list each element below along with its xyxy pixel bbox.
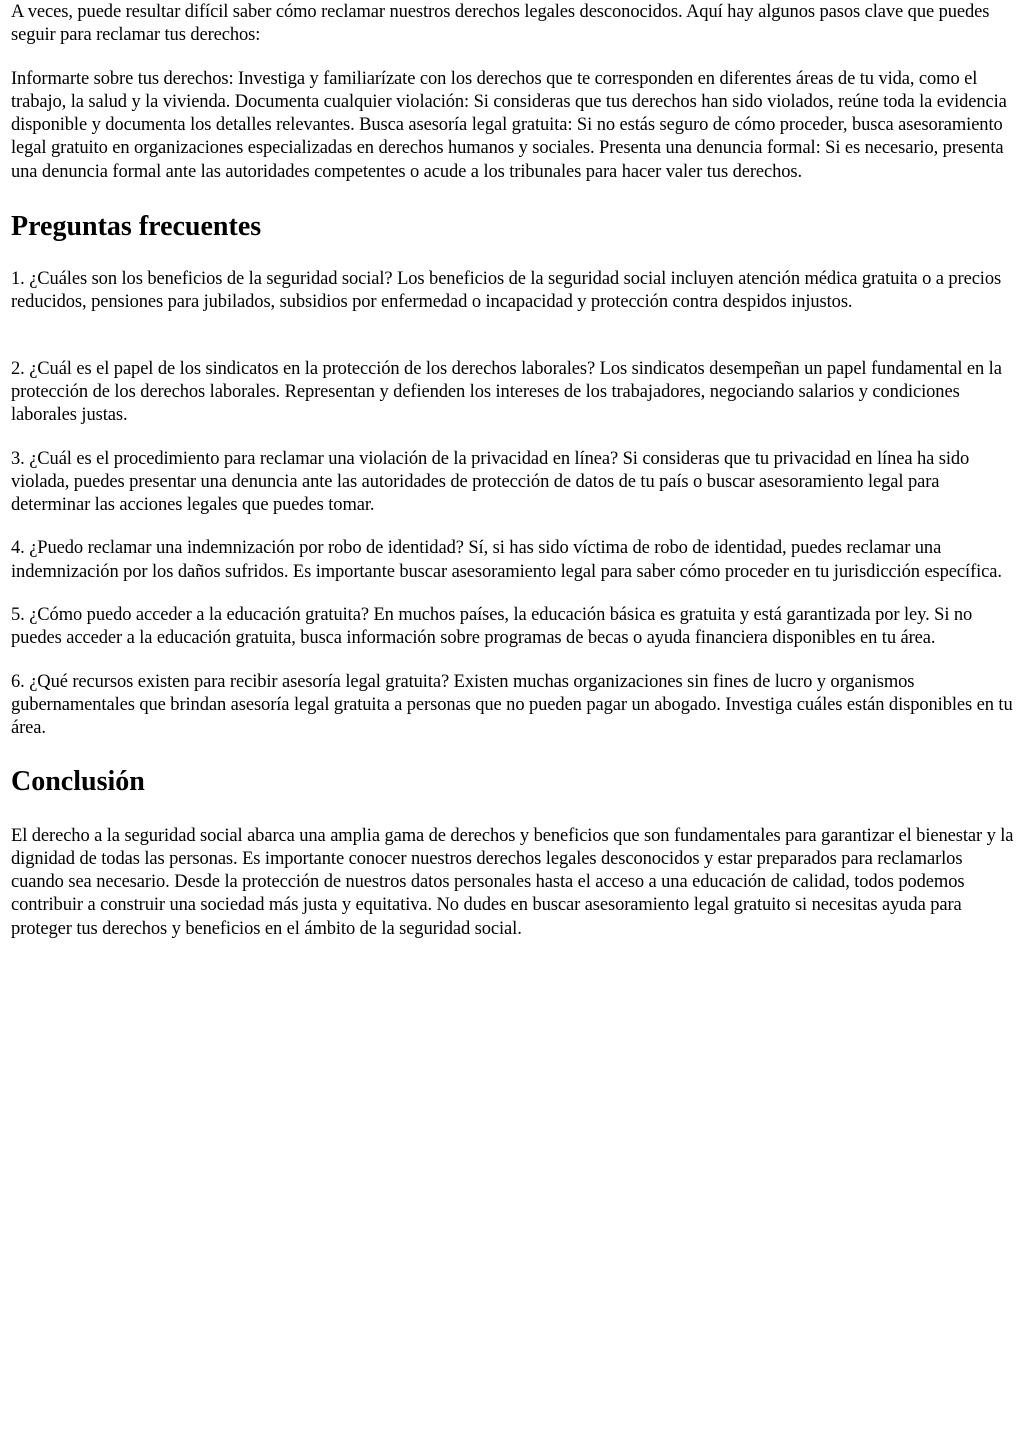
steps-paragraph: Informarte sobre tus derechos: Investiga y familiarízate con los derechos que te corresponden en diferentes áreas de tu vida, como el trabajo, la salud y la vivienda. Documenta cualquier violación: Si consideras que tus derechos han sido violados, reúne toda la evidencia disponible y documenta los detalles relevantes. Busca asesoría legal gratuita: Si no estás seguro de cómo proceder, busca asesoramiento legal gratuito en organizaciones especializadas en derechos humanos y sociales. Presenta una denuncia formal: Si es necesario, presenta una denuncia formal ante las autoridades competentes o acude a los tribunales para hacer valer tus derechos. [11, 68, 1007, 182]
faq-item-2: 2. ¿Cuál es el papel de los sindicatos en la protección de los derechos laborales? Los sindicatos desempeñan un papel fundamental en la protección de los derechos laborales. Representan y defienden los intereses de los trabajadores, negociando salarios y condiciones laborales justas. [11, 358, 1002, 426]
faq-item-4: 4. ¿Puedo reclamar una indemnización por robo de identidad? Sí, si has sido víctima de robo de identidad, puedes reclamar una indemnización por los daños sufridos. Es importante buscar asesoramiento legal para saber cómo proceder en tu jurisdicción específica. [11, 538, 1002, 582]
faq-item-1: 1. ¿Cuáles son los beneficios de la seguridad social? Los beneficios de la seguridad social incluyen atención médica gratuita o a precios reducidos, pensiones para jubilados, subsidios por enfermedad o incapacidad y protección contra despidos injustos. [11, 269, 1002, 313]
faq-item-3: 3. ¿Cuál es el procedimiento para reclamar una violación de la privacidad en línea? Si consideras que tu privacidad en línea ha sido violada, puedes presentar una denuncia ante las autoridades de protección de datos de tu país o buscar asesoramiento legal para determinar las acciones legales que puedes tomar. [11, 448, 970, 516]
faq-item-6: 6. ¿Qué recursos existen para recibir asesoría legal gratuita? Existen muchas organizaciones sin fines de lucro y organismos gubernamentales que brindan asesoría legal gratuita a personas que no pueden pagar un abogado. Investiga cuáles están disponibles en tu área. [11, 671, 1013, 739]
intro-paragraph: A veces, puede resultar difícil saber cómo reclamar nuestros derechos legales desconocidos. Aquí hay algunos pasos clave que puedes seguir para reclamar tus derechos: [11, 2, 990, 46]
conclusion-paragraph: El derecho a la seguridad social abarca una amplia gama de derechos y beneficios que son fundamentales para garantizar el bienestar y la dignidad de todas las personas. Es importante conocer nuestros derechos legales desconocidos y estar preparados para reclamarlos cuando sea necesario. Desde la protección de nuestros datos personales hasta el acceso a una educación de calidad, todos podemos contribuir a construir una sociedad más justa y equitativa. No dudes en buscar asesoramiento legal gratuito si necesitas ayuda para proteger tus derechos y beneficios en el ámbito de la seguridad social. [11, 825, 1014, 939]
faq-heading: Preguntas frecuentes [11, 211, 262, 243]
faq-item-5: 5. ¿Cómo puedo acceder a la educación gratuita? En muchos países, la educación básica es gratuita y está garantizada por ley. Si no puedes acceder a la educación gratuita, busca información sobre programas de becas o ayuda financiera disponibles en tu área. [11, 605, 973, 649]
conclusion-heading: Conclusión [11, 765, 145, 797]
